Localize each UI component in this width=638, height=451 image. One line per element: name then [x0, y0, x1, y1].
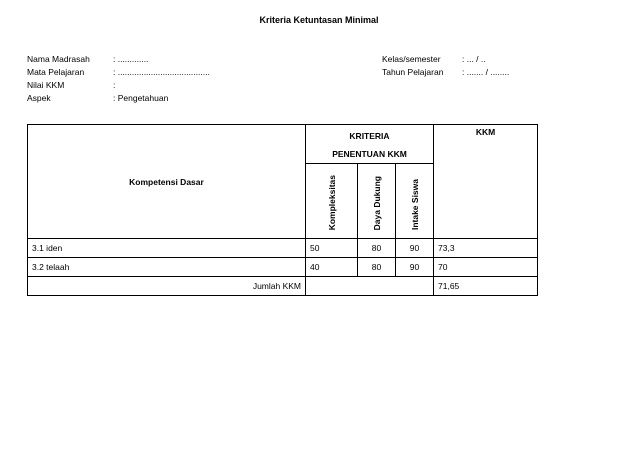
table-row [28, 258, 538, 277]
kkm-table [27, 124, 538, 296]
cell-daya-dukung: 80 [358, 258, 396, 277]
header-kompetensi-dasar: Kompetensi Dasar [28, 125, 306, 239]
total-empty-cell [306, 277, 434, 296]
document-title: Kriteria Ketuntasan Minimal [259, 15, 379, 25]
header-kriteria-line1: KRITERIA [349, 131, 390, 141]
info-value: : Pengetahuan [113, 93, 169, 103]
total-label: Jumlah KKM [28, 277, 306, 296]
info-label: Tahun Pelajaran [382, 67, 444, 77]
info-label: Kelas/semester [382, 54, 441, 64]
header-daya-dukung-label: Daya Dukung [371, 175, 382, 230]
cell-daya-dukung: 80 [358, 239, 396, 258]
info-value: : ... / .. [462, 54, 486, 64]
info-value: : ....................................... [113, 67, 210, 77]
cell-kkm: 73,3 [434, 239, 538, 258]
header-intake-siswa-label: Intake Siswa [409, 178, 420, 230]
cell-intake: 90 [396, 258, 434, 277]
table-total-row [28, 277, 538, 296]
header-kompleksitas-label: Kompleksitas [326, 174, 337, 230]
table-row [28, 239, 538, 258]
info-value: : ............. [113, 54, 149, 64]
info-value: : ....... / ........ [462, 67, 510, 77]
header-daya-dukung [358, 164, 396, 239]
total-value: 71,65 [434, 277, 538, 296]
header-kompleksitas [306, 164, 358, 239]
cell-kompleksitas: 50 [306, 239, 358, 258]
cell-kd: 3.2 telaah [28, 258, 306, 277]
header-kriteria [306, 125, 434, 164]
header-intake-siswa [396, 164, 434, 239]
cell-intake: 90 [396, 239, 434, 258]
header-kkm: KKM [434, 125, 538, 239]
info-label: Mata Pelajaran [27, 67, 85, 77]
info-label: Nama Madrasah [27, 54, 90, 64]
cell-kompleksitas: 40 [306, 258, 358, 277]
info-label: Aspek [27, 93, 51, 103]
info-label: Nilai KKM [27, 80, 65, 90]
cell-kd: 3.1 iden [28, 239, 306, 258]
header-kriteria-line2: PENENTUAN KKM [332, 149, 407, 159]
cell-kkm: 70 [434, 258, 538, 277]
info-value: : [113, 80, 116, 90]
table-header-row [28, 125, 538, 164]
